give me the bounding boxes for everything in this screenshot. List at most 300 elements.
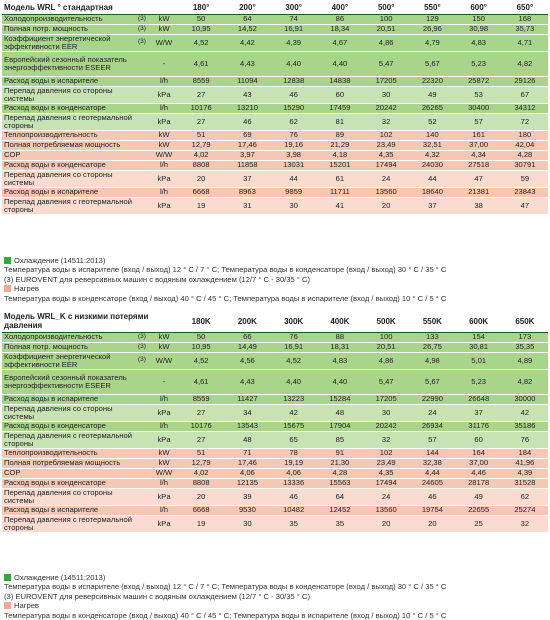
row-value: 51 xyxy=(178,130,224,140)
row-value: 180 xyxy=(502,130,548,140)
row-value: 12135 xyxy=(224,478,270,488)
model-header: 200° xyxy=(224,2,270,14)
row-value: 35,35 xyxy=(502,342,548,352)
row-label: Полная потребляемая мощность xyxy=(2,140,134,150)
row-value: 13543 xyxy=(224,421,270,431)
model-header: 400K xyxy=(317,312,363,332)
row-value: 5,47 xyxy=(363,51,409,76)
row-value: 24 xyxy=(363,170,409,187)
row-value: 4,82 xyxy=(502,51,548,76)
row-value: 42 xyxy=(502,404,548,421)
row-note xyxy=(134,113,150,130)
row-value: 26,96 xyxy=(409,24,455,34)
row-value: 46 xyxy=(409,488,455,505)
row-value: 30 xyxy=(271,197,317,214)
row-value: 38 xyxy=(456,197,502,214)
row-value: 49 xyxy=(409,86,455,103)
legend-heating xyxy=(4,601,446,610)
row-unit: kPa xyxy=(150,113,178,130)
row-value: 16,91 xyxy=(271,24,317,34)
row-value: 49 xyxy=(456,488,502,505)
row-value: 4,43 xyxy=(224,51,270,76)
row-note xyxy=(134,404,150,421)
row-value: 17904 xyxy=(317,421,363,431)
row-value: 129 xyxy=(409,14,455,24)
row-value: 4,40 xyxy=(271,51,317,76)
row-value: 23,49 xyxy=(363,140,409,150)
row-value: 60 xyxy=(456,431,502,448)
table-row xyxy=(2,505,548,515)
row-value: 4,79 xyxy=(409,34,455,51)
row-value: 20,51 xyxy=(363,24,409,34)
row-value: 44 xyxy=(271,170,317,187)
row-label: Теплопроизводительность xyxy=(2,448,134,458)
row-value: 144 xyxy=(409,448,455,458)
table-row xyxy=(2,478,548,488)
row-value: 4,35 xyxy=(363,150,409,160)
row-value: 25 xyxy=(456,515,502,532)
row-value: 37 xyxy=(409,197,455,214)
row-note: (3) xyxy=(134,34,150,51)
row-value: 9859 xyxy=(271,187,317,197)
row-value: 5,67 xyxy=(409,51,455,76)
row-label: Расход воды в испарителе xyxy=(2,394,134,404)
row-value: 20242 xyxy=(363,421,409,431)
row-value: 32 xyxy=(363,431,409,448)
row-value: 23843 xyxy=(502,187,548,197)
row-value: 31 xyxy=(224,197,270,214)
row-value: 30 xyxy=(224,515,270,532)
row-value: 17,46 xyxy=(224,140,270,150)
legend-cooling-title: Охлаждение (14511:2013) xyxy=(14,573,106,582)
table-title: Модель WRL_K с низкими потерями давления xyxy=(2,312,178,332)
row-value: 59 xyxy=(502,170,548,187)
legend-standard xyxy=(4,256,446,303)
row-note xyxy=(134,130,150,140)
row-value: 100 xyxy=(363,14,409,24)
row-unit: kW xyxy=(150,24,178,34)
row-value: 13031 xyxy=(271,160,317,170)
table-row xyxy=(2,51,548,76)
table-row xyxy=(2,160,548,170)
row-value: 4,61 xyxy=(178,369,224,394)
row-value: 4,44 xyxy=(409,468,455,478)
row-value: 53 xyxy=(456,86,502,103)
row-value: 34312 xyxy=(502,103,548,113)
row-value: 4,32 xyxy=(409,150,455,160)
row-value: 35 xyxy=(271,515,317,532)
row-value: 39 xyxy=(224,488,270,505)
table-row xyxy=(2,140,548,150)
row-value: 4,02 xyxy=(178,468,224,478)
row-value: 150 xyxy=(456,14,502,24)
row-unit: l/h xyxy=(150,394,178,404)
legend-eurovent-note: (3) EUROVENT для реверсивных машин с водяным охлаждением (12/7 ° C - 30/35 ° C) xyxy=(4,591,311,601)
legend-cooling-title: Охлаждение (14511:2013) xyxy=(14,256,106,265)
row-label: Перепад давления со стороны системы xyxy=(2,170,134,187)
row-value: 76 xyxy=(271,130,317,140)
row-value: 22320 xyxy=(409,76,455,86)
row-value: 5,23 xyxy=(456,369,502,394)
table-header-row xyxy=(2,2,548,14)
table-row xyxy=(2,394,548,404)
table-title: Модель WRL ° стандартная xyxy=(2,2,178,14)
row-value: 62 xyxy=(271,113,317,130)
table-row xyxy=(2,150,548,160)
row-value: 15284 xyxy=(317,394,363,404)
row-label: Европейский сезонный показатель энергоэффективности ESEER xyxy=(2,51,134,76)
row-value: 20 xyxy=(363,515,409,532)
model-header: 180° xyxy=(178,2,224,14)
row-value: 66 xyxy=(224,332,270,342)
model-header: 550K xyxy=(409,312,455,332)
table-row xyxy=(2,468,548,478)
row-note xyxy=(134,187,150,197)
row-note xyxy=(134,140,150,150)
table-row xyxy=(2,86,548,103)
row-label: Расход воды в конденсаторе xyxy=(2,160,134,170)
table-row xyxy=(2,113,548,130)
row-unit: kW xyxy=(150,130,178,140)
row-value: 19,16 xyxy=(271,140,317,150)
row-value: 29126 xyxy=(502,76,548,86)
row-value: 17494 xyxy=(363,478,409,488)
row-value: 4,86 xyxy=(363,352,409,369)
row-label: Перепад давления со стороны системы xyxy=(2,488,134,505)
row-note xyxy=(134,170,150,187)
row-value: 27 xyxy=(178,431,224,448)
row-note xyxy=(134,515,150,532)
row-value: 140 xyxy=(409,130,455,140)
row-note xyxy=(134,150,150,160)
row-unit: l/h xyxy=(150,421,178,431)
row-value: 30,98 xyxy=(456,24,502,34)
row-value: 4,28 xyxy=(317,468,363,478)
row-value: 10,95 xyxy=(178,342,224,352)
row-value: 4,98 xyxy=(409,352,455,369)
row-value: 10176 xyxy=(178,103,224,113)
row-value: 46 xyxy=(271,488,317,505)
row-value: 15201 xyxy=(317,160,363,170)
row-value: 34 xyxy=(224,404,270,421)
row-value: 18,34 xyxy=(317,24,363,34)
row-label: Европейский сезонный показатель энергоэффективности ESEER xyxy=(2,369,134,394)
row-unit: kPa xyxy=(150,431,178,448)
row-value: 74 xyxy=(271,14,317,24)
row-value: 85 xyxy=(317,431,363,448)
row-value: 17494 xyxy=(363,160,409,170)
row-value: 28178 xyxy=(456,478,502,488)
row-value: 173 xyxy=(502,332,548,342)
cooling-swatch-icon xyxy=(4,574,11,581)
row-unit: kW xyxy=(150,342,178,352)
row-note xyxy=(134,505,150,515)
row-label: Коэффициент энергетической эффективности EER xyxy=(2,34,134,51)
row-value: 69 xyxy=(224,130,270,140)
table-row xyxy=(2,332,548,342)
row-value: 10482 xyxy=(271,505,317,515)
row-value: 20 xyxy=(363,197,409,214)
row-value: 12838 xyxy=(271,76,317,86)
row-value: 13223 xyxy=(271,394,317,404)
row-note xyxy=(134,488,150,505)
row-value: 102 xyxy=(363,448,409,458)
row-label: Расход воды в конденсаторе xyxy=(2,478,134,488)
row-unit: kW xyxy=(150,140,178,150)
row-value: 24030 xyxy=(409,160,455,170)
row-unit: l/h xyxy=(150,478,178,488)
row-value: 9530 xyxy=(224,505,270,515)
row-label: Перепад давления со стороны системы xyxy=(2,86,134,103)
row-value: 14,52 xyxy=(224,24,270,34)
row-value: 168 xyxy=(502,14,548,24)
row-value: 4,40 xyxy=(271,369,317,394)
row-value: 37 xyxy=(224,170,270,187)
model-header: 650° xyxy=(502,2,548,14)
row-label: Холодопроизводительность xyxy=(2,332,134,342)
row-value: 25872 xyxy=(456,76,502,86)
row-value: 57 xyxy=(456,113,502,130)
row-value: 30,81 xyxy=(456,342,502,352)
row-value: 26,75 xyxy=(409,342,455,352)
row-label: Теплопроизводительность xyxy=(2,130,134,140)
row-value: 19754 xyxy=(409,505,455,515)
model-header: 400° xyxy=(317,2,363,14)
row-value: 102 xyxy=(363,130,409,140)
row-value: 4,35 xyxy=(363,468,409,478)
row-value: 37 xyxy=(456,404,502,421)
row-value: 4,39 xyxy=(502,468,548,478)
row-unit: kW xyxy=(150,448,178,458)
row-value: 4,83 xyxy=(456,34,502,51)
row-value: 3,97 xyxy=(224,150,270,160)
row-unit: W/W xyxy=(150,150,178,160)
row-value: 8559 xyxy=(178,76,224,86)
row-label: Расход воды в испарителе xyxy=(2,76,134,86)
row-unit: kPa xyxy=(150,170,178,187)
row-value: 86 xyxy=(317,14,363,24)
row-value: 27 xyxy=(178,86,224,103)
row-value: 48 xyxy=(317,404,363,421)
row-value: 10176 xyxy=(178,421,224,431)
row-value: 23,49 xyxy=(363,458,409,468)
row-unit: l/h xyxy=(150,103,178,113)
row-value: 32,51 xyxy=(409,140,455,150)
model-header: 600K xyxy=(456,312,502,332)
row-value: 4,89 xyxy=(502,352,548,369)
cooling-swatch-icon xyxy=(4,257,11,264)
row-value: 19 xyxy=(178,515,224,532)
row-value: 78 xyxy=(271,448,317,458)
table-row xyxy=(2,458,548,468)
row-unit: kW xyxy=(150,458,178,468)
row-value: 64 xyxy=(317,488,363,505)
legend-heating xyxy=(4,284,446,293)
row-value: 20242 xyxy=(363,103,409,113)
row-value: 20 xyxy=(409,515,455,532)
row-value: 16,91 xyxy=(271,342,317,352)
row-label: Расход воды в испарителе xyxy=(2,187,134,197)
row-value: 4,52 xyxy=(178,34,224,51)
row-value: 44 xyxy=(409,170,455,187)
row-label: Перепад давления со стороны системы xyxy=(2,404,134,421)
table-row xyxy=(2,187,548,197)
spec-table-standard xyxy=(2,2,548,215)
row-value: 4,52 xyxy=(271,352,317,369)
row-label: Коэффициент энергетической эффективности EER xyxy=(2,352,134,369)
row-unit: kPa xyxy=(150,404,178,421)
model-header: 600° xyxy=(456,2,502,14)
row-value: 71 xyxy=(224,448,270,458)
row-value: 18640 xyxy=(409,187,455,197)
row-value: 4,82 xyxy=(502,369,548,394)
table-row xyxy=(2,342,548,352)
row-label: Перепад давления с геотермальной стороны xyxy=(2,515,134,532)
row-value: 26265 xyxy=(409,103,455,113)
row-value: 17205 xyxy=(363,76,409,86)
row-note: (3) xyxy=(134,342,150,352)
row-value: 4,52 xyxy=(178,352,224,369)
row-value: 4,83 xyxy=(317,352,363,369)
row-value: 4,40 xyxy=(317,51,363,76)
row-note xyxy=(134,394,150,404)
legend-low-pressure xyxy=(4,573,446,620)
row-value: 19 xyxy=(178,197,224,214)
row-value: 18,31 xyxy=(317,342,363,352)
heating-swatch-icon xyxy=(4,285,11,292)
row-note xyxy=(134,103,150,113)
row-unit: kW xyxy=(150,332,178,342)
row-value: 4,71 xyxy=(502,34,548,51)
row-value: 42 xyxy=(271,404,317,421)
row-note xyxy=(134,86,150,103)
row-value: 21381 xyxy=(456,187,502,197)
row-note: (3) xyxy=(134,352,150,369)
legend-cooling-conditions: Температура воды в испарителе (вход / выход) 12 ° C / 7 ° C; Температура воды в конденсаторе (вход / выход) 30 ° C / 35 ° C xyxy=(4,265,447,275)
row-note xyxy=(134,478,150,488)
row-value: 27518 xyxy=(456,160,502,170)
row-value: 12,79 xyxy=(178,140,224,150)
row-value: 20,51 xyxy=(363,342,409,352)
table-row xyxy=(2,76,548,86)
row-value: 20 xyxy=(178,170,224,187)
row-value: 4,39 xyxy=(271,34,317,51)
table-row xyxy=(2,14,548,24)
row-value: 43 xyxy=(224,86,270,103)
row-value: 41,96 xyxy=(502,458,548,468)
row-value: 161 xyxy=(456,130,502,140)
row-value: 50 xyxy=(178,14,224,24)
row-note xyxy=(134,160,150,170)
row-value: 62 xyxy=(502,488,548,505)
legend-cooling xyxy=(4,256,446,265)
row-label: Перепад давления с геотермальной стороны xyxy=(2,431,134,448)
row-value: 22990 xyxy=(409,394,455,404)
row-label: Холодопроизводительность xyxy=(2,14,134,24)
row-value: 5,47 xyxy=(363,369,409,394)
row-value: 184 xyxy=(502,448,548,458)
row-value: 133 xyxy=(409,332,455,342)
row-unit: - xyxy=(150,51,178,76)
legend-heating-title: Нагрев xyxy=(14,601,39,611)
row-value: 14838 xyxy=(317,76,363,86)
row-label: Полная потр. мощность xyxy=(2,24,134,34)
row-unit: l/h xyxy=(150,160,178,170)
row-value: 8808 xyxy=(178,160,224,170)
row-value: 30 xyxy=(363,86,409,103)
row-unit: kPa xyxy=(150,515,178,532)
model-header: 300° xyxy=(271,2,317,14)
row-value: 35 xyxy=(317,515,363,532)
row-label: Полная потребляемая мощность xyxy=(2,458,134,468)
row-label: Расход воды в конденсаторе xyxy=(2,103,134,113)
row-unit: l/h xyxy=(150,187,178,197)
row-value: 64 xyxy=(224,14,270,24)
row-value: 4,34 xyxy=(456,150,502,160)
row-value: 15563 xyxy=(317,478,363,488)
row-value: 21,29 xyxy=(317,140,363,150)
row-label: COP xyxy=(2,468,134,478)
row-value: 164 xyxy=(456,448,502,458)
row-value: 72 xyxy=(502,113,548,130)
row-label: Расход воды в конденсаторе xyxy=(2,421,134,431)
row-value: 26648 xyxy=(456,394,502,404)
row-value: 4,43 xyxy=(224,369,270,394)
row-value: 100 xyxy=(363,332,409,342)
heating-swatch-icon xyxy=(4,602,11,609)
row-value: 17459 xyxy=(317,103,363,113)
row-value: 24 xyxy=(409,404,455,421)
legend-heating-conditions: Температура воды в конденсаторе (вход / выход) 40 ° C / 45 ° C; Температура воды в испарителе (вход / выход) 10 ° C / 5 ° C xyxy=(4,610,447,620)
row-value: 35186 xyxy=(502,421,548,431)
row-unit: kPa xyxy=(150,197,178,214)
row-value: 5,01 xyxy=(456,352,502,369)
row-note: (3) xyxy=(134,14,150,24)
row-value: 37,00 xyxy=(456,458,502,468)
row-note xyxy=(134,76,150,86)
row-value: 27 xyxy=(178,404,224,421)
row-value: 65 xyxy=(271,431,317,448)
row-value: 27 xyxy=(178,113,224,130)
row-value: 3,98 xyxy=(271,150,317,160)
row-value: 4,86 xyxy=(363,34,409,51)
row-value: 14,49 xyxy=(224,342,270,352)
row-value: 13336 xyxy=(271,478,317,488)
row-unit: W/W xyxy=(150,352,178,369)
row-value: 12452 xyxy=(317,505,363,515)
row-value: 46 xyxy=(271,86,317,103)
model-header: 300K xyxy=(271,312,317,332)
spec-table-low-pressure xyxy=(2,312,548,533)
row-value: 6668 xyxy=(178,505,224,515)
row-value: 13560 xyxy=(363,505,409,515)
row-value: 24 xyxy=(363,488,409,505)
row-value: 76 xyxy=(502,431,548,448)
row-note xyxy=(134,468,150,478)
row-note xyxy=(134,421,150,431)
row-value: 35,73 xyxy=(502,24,548,34)
row-note xyxy=(134,369,150,394)
row-value: 48 xyxy=(224,431,270,448)
row-value: 11427 xyxy=(224,394,270,404)
table-row xyxy=(2,448,548,458)
row-value: 8559 xyxy=(178,394,224,404)
row-label: COP xyxy=(2,150,134,160)
row-value: 13210 xyxy=(224,103,270,113)
model-header: 650K xyxy=(502,312,548,332)
row-note xyxy=(134,431,150,448)
row-value: 11711 xyxy=(317,187,363,197)
